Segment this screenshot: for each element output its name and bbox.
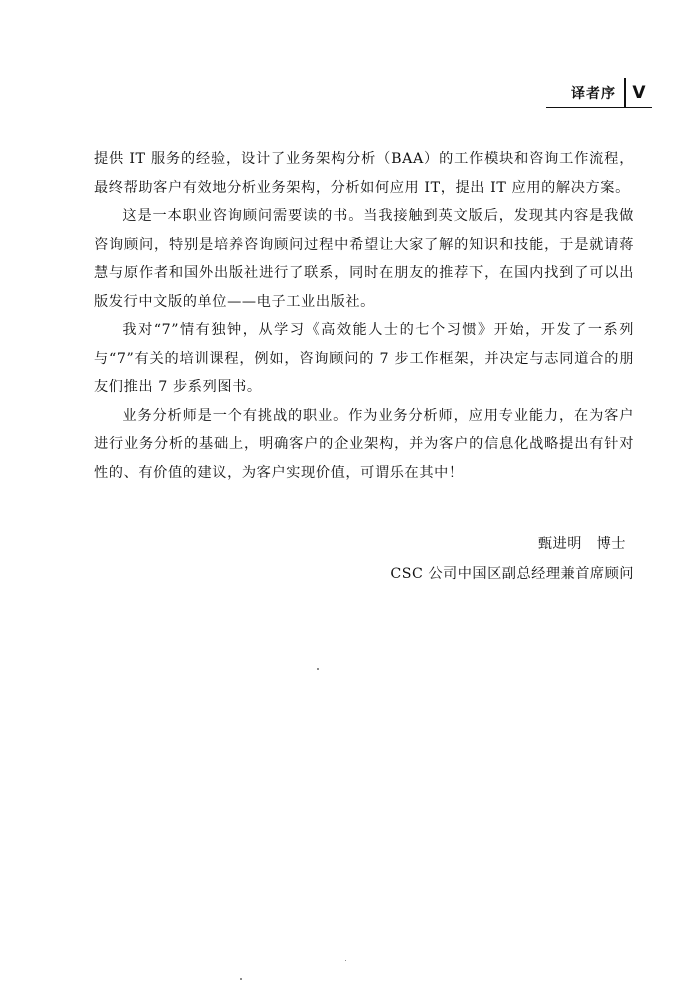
header-section-label: 译者序 (571, 86, 616, 102)
paragraph: 这是一本职业咨询顾问需要读的书。当我接触到英文版后，发现其内容是我做咨询顾问，特别是培养咨询顾问过程中希望让大家了解的知识和技能，于是就请蒋慧与原作者和国外出版社进行了联系，同时在朋友的推荐下，在国内找到了可以出版发行中文版的单位——电子工业出版社。 (94, 208, 634, 310)
scan-speck (345, 960, 346, 961)
signature-block (390, 530, 634, 590)
paragraph: 我对“7”情有独钟，从学习《高效能人士的七个习惯》开始，开发了一系列与“7”有关的培训课程，例如，咨询顾问的 7 步工作框架，并决定与志同道合的朋友们推出 7 步系列图书。 (94, 322, 634, 395)
page-number: V (632, 83, 646, 103)
paragraph-continuation: 提供 IT 服务的经验，设计了业务架构分析（BAA）的工作模块和咨询工作流程，最终帮助客户有效地分析业务架构，分析如何应用 IT，提出 IT 应用的解决方案。 (94, 151, 634, 196)
body-text (94, 145, 634, 487)
header-page-box (624, 78, 648, 108)
running-header (571, 78, 648, 108)
signature-title: CSC 公司中国区副总经理兼首席顾问 (390, 566, 634, 582)
scan-speck (317, 668, 319, 670)
signature-name: 甄进明 博士 (537, 536, 626, 552)
scan-speck (240, 978, 242, 980)
paragraph: 业务分析师是一个有挑战的职业。作为业务分析师，应用专业能力，在为客户进行业务分析的基础上，明确客户的企业架构，并为客户的信息化战略提出有针对性的、有价值的建议，为客户实现价值，可谓乐在其中！ (94, 407, 634, 481)
